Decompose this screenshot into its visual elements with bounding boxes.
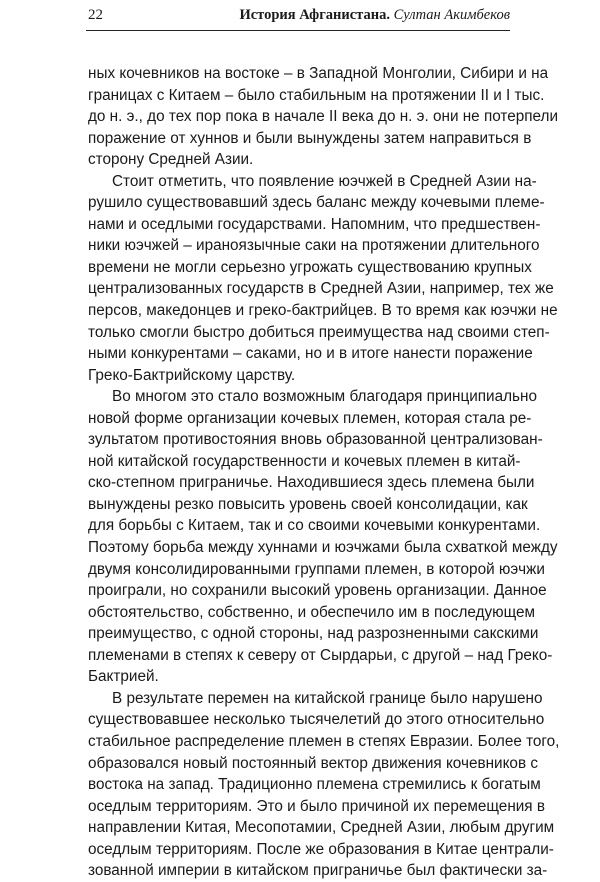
text-line: существовавшее несколько тысячелетий до этого относительно [88,711,545,729]
text-line: времени не могли серьезно угрожать существованию крупных [88,258,532,276]
text-line: Греко-Бактрийскому царству. [88,366,296,384]
page-number: 22 [88,7,103,23]
text-line: поражение от хуннов и были вынуждены затем направиться в [88,129,532,147]
text-line: оседлым территориям. Это и было причиной их перемещения в [88,797,545,815]
text-line: ных кочевников на востоке – в Западной Монголии, Сибири и на [88,65,549,82]
text-line: только смогли быстро добиться преимущества над своими степ- [88,323,550,341]
running-title [239,7,510,24]
text-line: границах с Китаем – было стабильным на протяжении II и I тыс. [88,86,545,104]
text-line: новой форме организации кочевых племен, которая стала ре- [88,409,532,427]
author-name: Султан Акимбеков [393,7,510,23]
text-line: оседлым территориям. После же образования в Китае централи- [88,840,554,858]
text-line: Поэтому борьба между хуннами и юэчжами была схваткой между [88,539,558,557]
text-line: Во многом это стало возможным благодаря принципиально [112,388,537,406]
book-title: История Афганистана. [239,7,390,23]
text-line: ной китайской государственности и кочевых племен в китай- [88,452,521,470]
text-line: племенами в степях к северу от Сырдарьи, с другой – над Греко- [88,646,553,664]
text-line: персов, македонцев и греко-бактрийцев. В то время как юэчжи не [88,302,558,320]
text-line: востока на запад. Традиционно племена стремились к богатым [88,776,541,794]
text-line: нами и оседлыми государствами. Напомним, что предшествен- [88,215,541,233]
text-line: В результате перемен на китайской границе было нарушено [112,689,543,707]
text-line: ско-степном приграничье. Находившиеся здесь племена были [88,474,535,492]
text-line: проиграли, но сохранили высокий уровень организации. Данное [88,582,547,600]
running-header [86,4,510,31]
text-line: зультатом противостояния вновь образованной централизован- [88,431,543,449]
text-line: обстоятельство, собственно, и обеспечило им в последующем [88,603,536,621]
text-line: до н. э., до тех пор пока в начале II века до н. э. они не потерпели [88,108,558,126]
text-line: ники юэчжей – ираноязычные саки на протяжении длительного [88,237,540,255]
text-line: двумя консолидированными группами племен, в которой юэчжи [88,560,545,578]
text-line: рушило существовавший здесь баланс между кочевыми племе- [88,194,545,212]
text-line: преимущество, с одной стороны, над разрозненными сакскими [88,625,539,643]
text-line: Стоит отметить, что появление юэчжей в Средней Азии на- [112,172,537,190]
text-line: для борьбы с Китаем, так и со своими кочевыми конкурентами. [88,517,541,535]
text-line: Бактрией. [88,668,159,686]
text-line: вынуждены резко повысить уровень своей консолидации, как [88,495,528,513]
text-line: сторону Средней Азии. [88,151,254,169]
text-line: ными конкурентами – саками, но и в итоге нанести поражение [88,345,533,363]
text-line: образовался новый постоянный вектор движения кочевников с [88,754,538,772]
text-line: стабильное распределение племен в степях Евразии. Более того, [88,732,560,750]
text-line: централизованных государств в Средней Азии, например, тех же [88,280,554,298]
text-line: зованной империи в китайском приграничье был фактически за- [88,862,548,880]
text-line: направлении Китая, Месопотамии, Средней Азии, любым другим [88,819,555,837]
body-text [88,63,560,882]
